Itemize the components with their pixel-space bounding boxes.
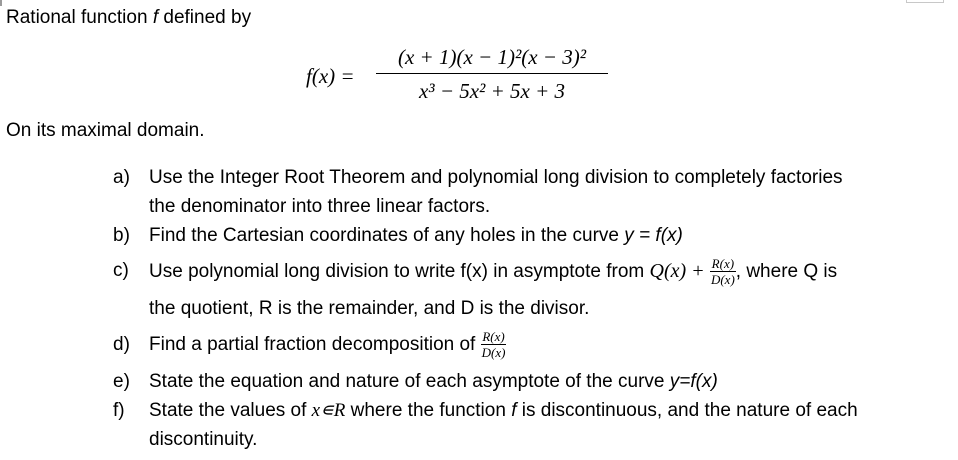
item-f-body1: State the values of bbox=[149, 400, 312, 421]
item-b-letter: b) bbox=[113, 225, 130, 246]
item-d-frac-den: D(x) bbox=[481, 345, 506, 361]
intro-suffix: defined by bbox=[158, 7, 252, 28]
item-d-body: Find a partial fraction decomposition of bbox=[149, 334, 481, 355]
item-b-tail: y = f(x) bbox=[624, 225, 683, 246]
item-c-letter: c) bbox=[113, 260, 129, 281]
equation-numerator: (x + 1)(x − 1)²(x − 3)² bbox=[397, 45, 587, 69]
item-c-frac-den: D(x) bbox=[710, 272, 735, 288]
corner-mark bbox=[0, 0, 2, 6]
item-b-text bbox=[149, 224, 683, 248]
item-a-line1: Use the Integer Root Theorem and polynomial long division to completely factories bbox=[149, 167, 843, 188]
item-c-text bbox=[149, 252, 837, 291]
fraction-bar bbox=[376, 73, 608, 74]
item-e-text bbox=[149, 370, 718, 394]
item-c-after: , where Q is bbox=[735, 261, 838, 282]
corner-box bbox=[906, 0, 944, 3]
item-c-line2: the quotient, R is the remainder, and D is the divisor. bbox=[149, 298, 590, 319]
item-c-frac-num: R(x) bbox=[711, 256, 735, 272]
item-f-letter: f) bbox=[113, 400, 125, 421]
item-d-fraction bbox=[481, 329, 507, 360]
item-e-tail: y=f(x) bbox=[669, 371, 718, 392]
item-f-body2: where the function bbox=[345, 400, 512, 421]
item-a-line2: the denominator into three linear factors. bbox=[149, 196, 491, 217]
equation-lhs: f(x) = bbox=[306, 64, 355, 88]
item-f-fn: f bbox=[511, 400, 517, 421]
item-b-body: Find the Cartesian coordinates of any holes in the curve bbox=[149, 225, 625, 246]
item-c-q: Q(x) + bbox=[649, 260, 705, 282]
item-d-frac-num: R(x) bbox=[482, 329, 505, 345]
item-a-letter: a) bbox=[113, 167, 130, 188]
intro-prefix: Rational function bbox=[6, 7, 153, 28]
item-d-letter: d) bbox=[113, 334, 130, 355]
item-d-text bbox=[149, 326, 506, 364]
item-f-line2: discontinuity. bbox=[149, 429, 258, 450]
item-f-text bbox=[149, 399, 858, 423]
equation-denominator: x³ − 5x² + 5x + 3 bbox=[418, 79, 566, 103]
intro-f: f bbox=[152, 7, 159, 28]
item-c-body: Use polynomial long division to write f(x) in asymptote from bbox=[149, 261, 650, 282]
intro-line bbox=[6, 6, 251, 30]
item-f-xr: x∊R bbox=[311, 400, 346, 421]
equation-fraction bbox=[376, 44, 608, 104]
item-f-body3: is discontinuous, and the nature of each bbox=[516, 400, 858, 421]
item-c-fraction bbox=[710, 256, 736, 287]
domain-text: On its maximal domain. bbox=[6, 120, 205, 141]
item-e-letter: e) bbox=[113, 371, 130, 392]
item-e-body: State the equation and nature of each asymptote of the curve bbox=[149, 371, 670, 392]
